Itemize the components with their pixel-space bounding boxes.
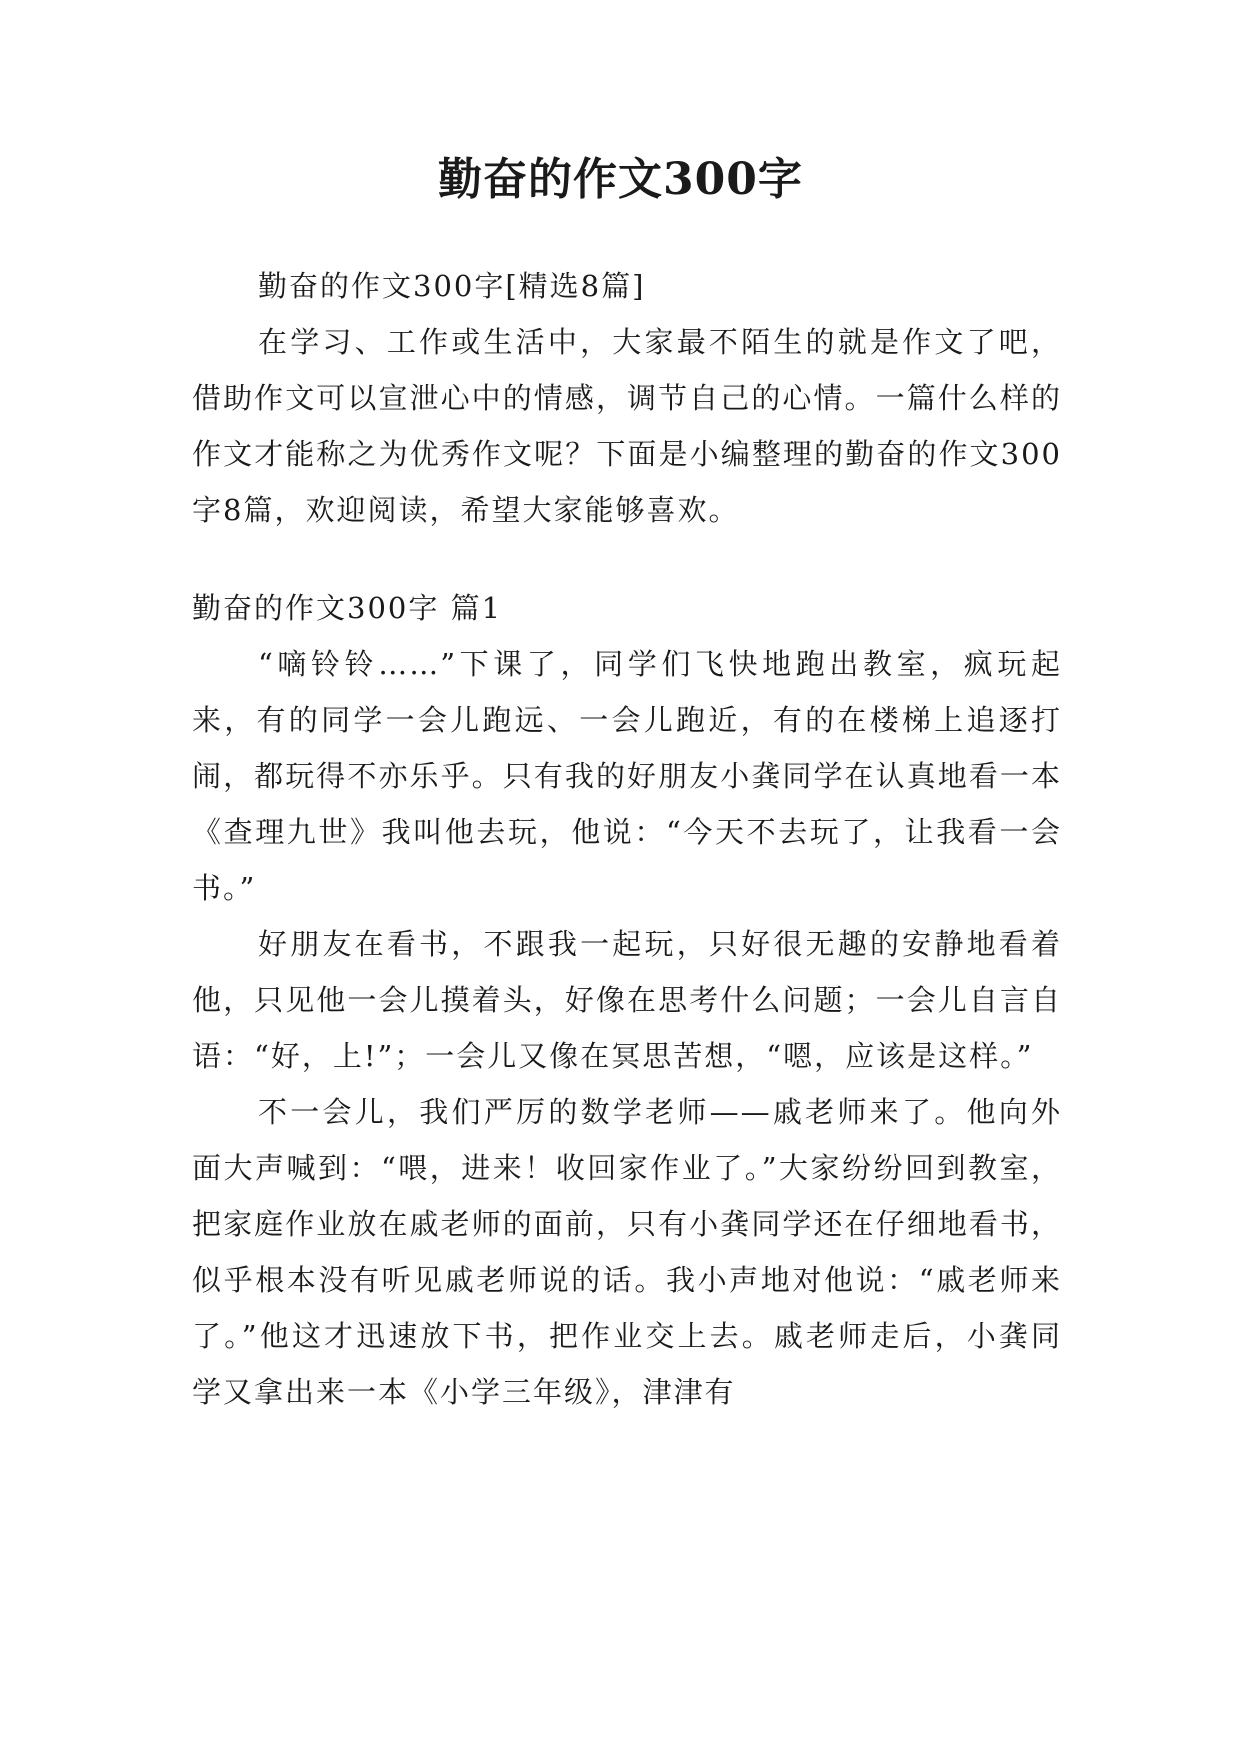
body-paragraph: 不一会儿，我们严厉的数学老师——戚老师来了。他向外面大声喊到：“喂，进来！收回家作业了。”大家纷纷回到教室，把家庭作业放在戚老师的面前，只有小龚同学还在仔细地看书，似乎根本没有听见戚老师说的话。我小声地对他说：“戚老师来了。”他这才迅速放下书，把作业交上去。戚老师走后，小龚同学又拿出来一本《小学三年级》，津津有 [192,1095,1062,1409]
body-paragraph: 好朋友在看书，不跟我一起玩，只好很无趣的安静地看着他，只见他一会儿摸着头，好像在思考什么问题；一会儿自言自语：“好，上!”；一会儿又像在冥思苦想，“嗯，应该是这样。” [192,927,1062,1073]
document-body [192,258,1062,1420]
section-heading: 勤奋的作文300字 篇1 [192,591,503,625]
body-paragraph: “嘀铃铃……”下课了，同学们飞快地跑出教室，疯玩起来，有的同学一会儿跑远、一会儿跑近，有的在楼梯上追逐打闹，都玩得不亦乐乎。只有我的好朋友小龚同学在认真地看一本《查理九世》我叫他去玩，他说：“今天不去玩了，让我看一会书。” [192,647,1062,905]
document-title: 勤奋的作文300字 [438,154,803,205]
intro-paragraph: 在学习、工作或生活中，大家最不陌生的就是作文了吧，借助作文可以宣泄心中的情感，调节自己的心情。一篇什么样的作文才能称之为优秀作文呢？下面是小编整理的勤奋的作文300字8篇，欢迎阅读，希望大家能够喜欢。 [192,325,1062,527]
document-subtitle: 勤奋的作文300字[精选8篇] [258,269,646,303]
